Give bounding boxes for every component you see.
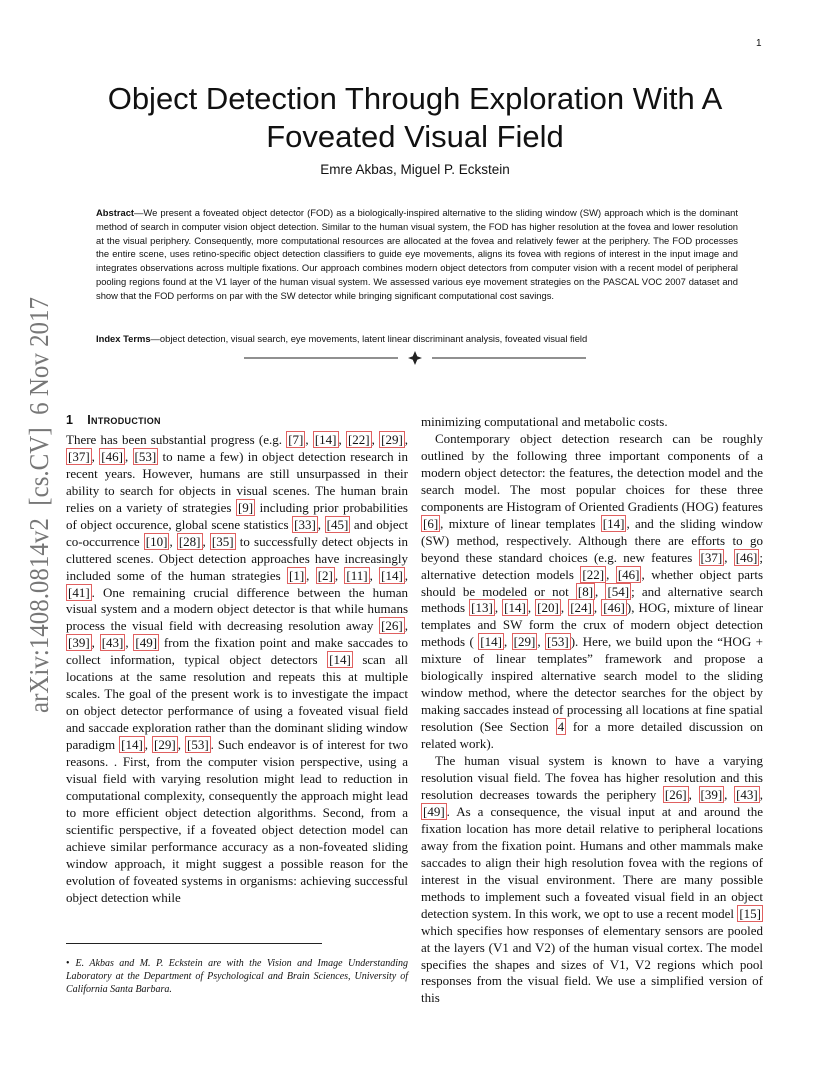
footnote-text: E. Akbas and M. P. Eckstein are with the Vision and Image Understanding Laboratory at the Department of Psychological and Brain Sciences, University of California Santa Barbara. (66, 958, 408, 995)
left-column (66, 412, 408, 907)
index-terms (96, 332, 738, 345)
arxiv-stamp (6, 295, 66, 715)
intro-paragraph-2: Contemporary object detection research can be roughly outlined by the following three important components of a modern object detector: the features, the detection model and the search model. The most popular choices for these three components are Histogram of Oriented Gradients (HOG) features [6] , mixture of linear templates [14] , and the sliding window (SW) method, respectively. Although there are efforts to go beyond these standard choices (e.g. new features [37] , [46] ; alternative detection models [22] , [46] , whether object parts should be modeled or not [8] , [54] ; and alternative search methods [13] , [14] , [20] , [24] , [46] ), HOG, mixture of linear templates and SW form the crux of modern object detection methods ( [14] , [29] , [53] ). Here, we build upon the “HOG + mixture of linear templates” framework and propose a biologically inspired alternative search model to the sliding window method, where the detector searches for the object by making saccades instead of processing all locations at fine spatial resolution (See Section 4 for a more detailed discussion on related work). (421, 430, 764, 752)
right-column (421, 414, 763, 1007)
section-title: Introduction (87, 413, 161, 427)
abstract (96, 206, 738, 303)
footnote (66, 958, 408, 996)
abstract-label: Abstract (96, 207, 135, 218)
arxiv-stamp-text: arXiv:1408.0814v2 [cs.CV] 6 Nov 2017 (23, 295, 54, 713)
section-number: 1 (66, 413, 74, 427)
footnote-rule (66, 943, 322, 944)
section-heading (66, 412, 408, 429)
abstract-text: —We present a foveated object detector (FOD) as a biologically-inspired alternative to the sliding window (SW) approach which is the dominant method of search in computer vision object detection. Similar to the human visual system, the FOD has higher resolution at the fovea and lower resolution at the visual periphery. Consequently, more computational resources are allocated at the fovea and relatively fewer at the periphery. The FOD processes the entire scene, uses retino-specific object detection classifiers to guide eye movements, aligns its fovea with regions of interest in the input image and integrates observations across multiple fixations. Our approach combines modern object detectors from computer vision with a recent model of peripheral pooling regions found at the V1 layer of the human visual system. We assessed various eye movement strategies on the PASCAL VOC 2007 dataset and show that the FOD performs on par with the SW detector while bringing significant computational cost savings. (96, 207, 738, 301)
paper-authors: Emre Akbas, Miguel P. Eckstein (320, 162, 510, 177)
page-number: 1 (756, 38, 762, 49)
intro-paragraph-1-continued: minimizing computational and metabolic costs. (421, 414, 668, 429)
index-terms-text: —object detection, visual search, eye movements, latent linear discriminant analysis, foveated visual field (150, 333, 588, 344)
paper-title: Object Detection Through Exploration With A Foveated Visual Field (107, 81, 723, 154)
bullet-icon: • (66, 958, 70, 969)
intro-paragraph-3: The human visual system is known to have a varying resolution visual field. The fovea has higher resolution and this resolution decreases towards the periphery [26] , [39] , [43] , [49] . As a consequence, the visual input at and around the fixation location has more detail relative to peripheral locations away from the fixation point. Humans and other mammals make saccades to align their high resolution fovea with the regions of interest in the visual environment. There are many possible methods to implement such a foveated visual field in an object detection system. In this work, we opt to use a recent model [15] which specifies how responses of elementary sensors are pooled at the layers (V1 and V2) of the human visual cortex. The model specifies the shapes and sizes of V1, V2 regions which pool responses from the visual field. We use a simplified version of this (421, 753, 763, 1006)
intro-paragraph-1: There has been substantial progress (e.g. [7] , [14] , [22] , [29] , [37] , [46] , [53] to name a few) in object detection research in recent years. However, humans are still unsurpassed in their ability to search for objects in visual scenes. The human brain relies on a variety of strategies [9] including prior probabilities of object occurence, global scene statistics [33] , [45] and object co-occurrence [10] , [28] , [35] to successfully detect objects in cluttered scenes. Object detection approaches have increasingly included some of the human strategies [1] , [2] , [11] , [14] , [41] . One remaining crucial difference between the human visual system and a modern object detector is that while humans process the visual field with decreasing resolution away [26] , [39] , [43] , [49] from the fixation point and make saccades to collect information, typical object detectors [14] scan all locations at the same resolution and repeats this at multiple scales. The goal of the present work is to investigate the impact on object detector performance of using a foveated visual field and saccade exploration rather than the dominant sliding window paradigm [14] , [29] , [53] . Such endeavor is of interest for two reasons. . First, from the computer vision perspective, using a visual field with varying resolution might lead to reduction in computational complexity, consequently the approach might lead to more efficient object detection algorithms. Second, from a scientific perspective, if a foveated object detection model can achieve similar performance accuracy as a non-foveated sliding window approach, it might suggest a possible reason for the evolution of foveated systems in organisms: achieving successful object detection while (66, 431, 409, 905)
section-divider (244, 350, 586, 366)
index-terms-label: Index Terms (96, 333, 151, 344)
